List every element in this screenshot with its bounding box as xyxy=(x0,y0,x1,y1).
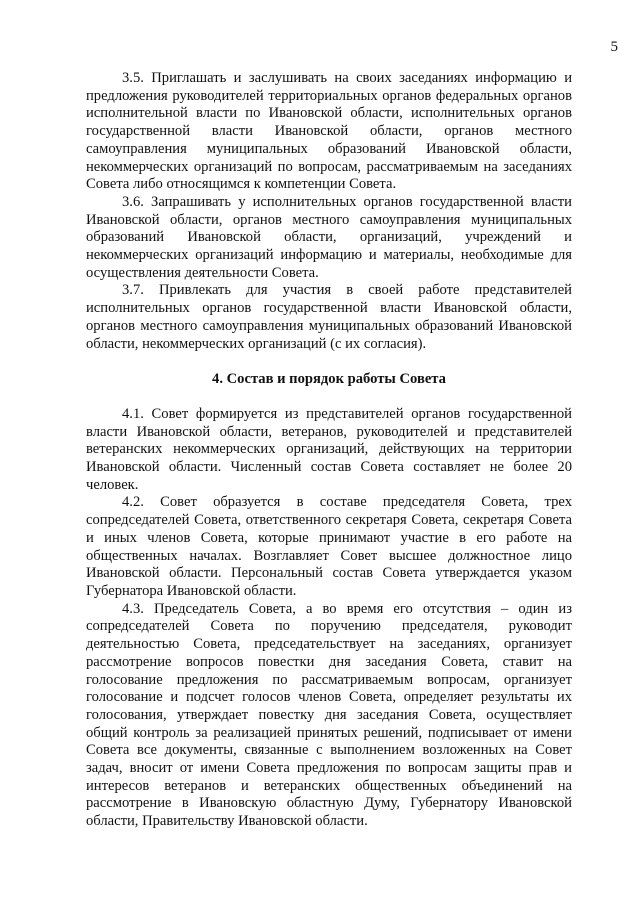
document-body xyxy=(86,70,572,831)
paragraph-3-5: 3.5. Приглашать и заслушивать на своих заседаниях информацию и предложения руководителей территориальных органов федеральных органов исполнительной власти по Ивановской области, исполнительных органов государственной власти Ивановской области, органов местного самоуправления муниципальных образований Ивановской области, некоммерческих организаций по вопросам, рассматриваемым на заседаниях Совета либо относящимся к компетенции Совета. xyxy=(86,70,572,193)
paragraph-4-2: 4.2. Совет образуется в составе председателя Совета, трех сопредседателей Совета, ответственного секретаря Совета, секретаря Совета и иных членов Совета, которые принимают участие в его работе на общественных началах. Возглавляет Совет высшее должностное лицо Ивановской области. Персональный состав Совета утверждается указом Губернатора Ивановской области. xyxy=(86,494,572,599)
page-number: 5 xyxy=(610,39,618,55)
paragraph-4-3: 4.3. Председатель Совета, а во время его отсутствия – один из сопредседателей Совета по поручению председателя, руководит деятельностью Совета, председательствует на заседаниях, организует рассмотрение вопросов повестки дня заседания Совета, ставит на голосование предложения по рассматриваемым вопросам, организует голосование и подсчет голосов членов Совета, определяет результаты их голосования, утверждает повестку дня заседания Совета, осуществляет общий контроль за реализацией принятых решений, подписывает от имени Совета все документы, связанные с выполнением возложенных на Совет задач, вносит от имени Совета предложения по вопросам защиты прав и интересов ветеранов и ветеранских общественных объединений на рассмотрение в Ивановскую областную Думу, Губернатору Ивановской области, Правительству Ивановской области. xyxy=(86,600,572,830)
paragraph-4-1: 4.1. Совет формируется из представителей органов государственной власти Ивановской области, ветеранов, руководителей и представителей ветеранских некоммерческих организаций, действующих на территории Ивановской области. Численный состав Совета составляет не более 20 человек. xyxy=(86,405,572,493)
paragraph-3-6: 3.6. Запрашивать у исполнительных органов государственной власти Ивановской области, органов местного самоуправления муниципальных образований Ивановской области, организаций, учреждений и некоммерческих организаций информацию и материалы, необходимые для осуществления деятельности Совета. xyxy=(86,193,572,281)
section-heading: 4. Состав и порядок работы Совета xyxy=(212,371,446,388)
paragraph-3-7: 3.7. Привлекать для участия в своей работе представителей исполнительных органов государственной власти Ивановской области, органов местного самоуправления муниципальных образований Ивановской области, некоммерческих организаций (с их согласия). xyxy=(86,282,572,352)
